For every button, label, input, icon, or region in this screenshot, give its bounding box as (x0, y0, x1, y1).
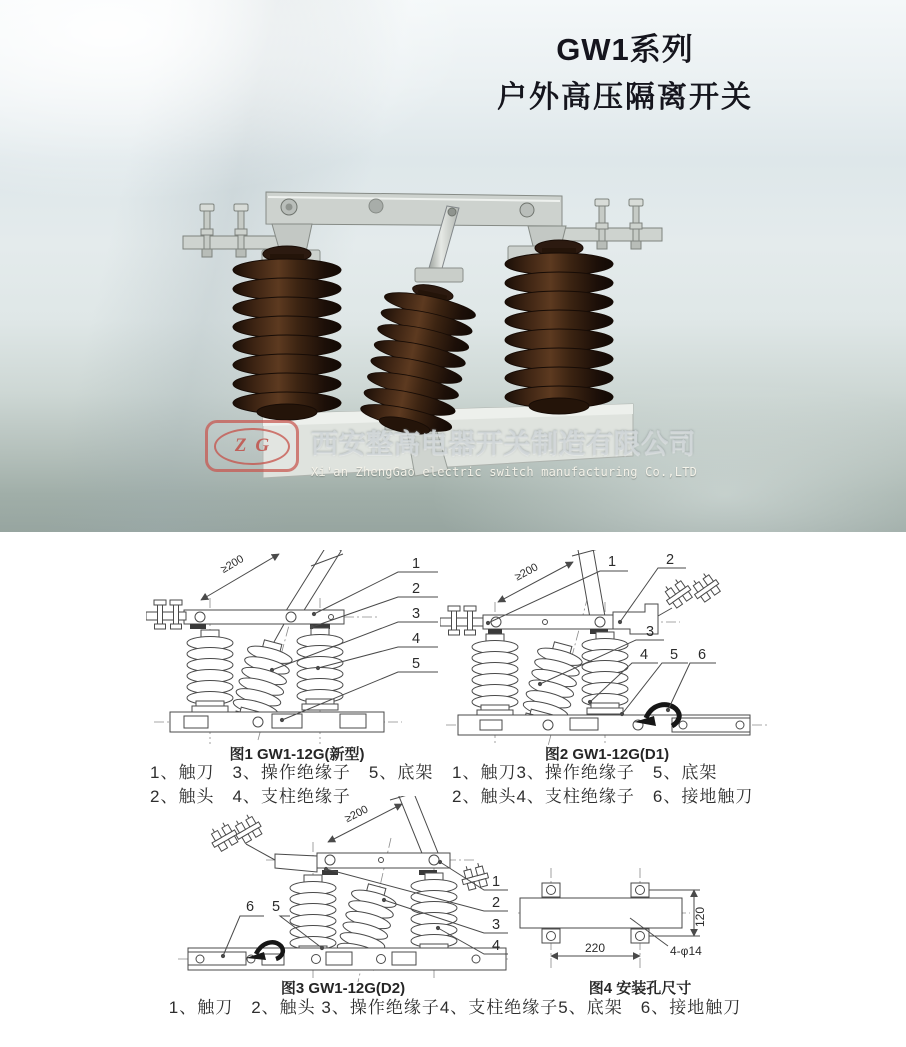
company-name-cn: 西安整高电器开关制造有限公司 (311, 429, 696, 459)
figure2-drawing (440, 550, 774, 752)
fig1-callout-2: 2 (411, 581, 421, 597)
fig2-callout-2: 2 (665, 552, 675, 568)
figure2-legend-line2: 2、触头4、支柱绝缘子 6、接地触刀 (452, 787, 754, 806)
fig1-callout-1: 1 (411, 556, 421, 572)
fig2-callout-1: 1 (607, 554, 617, 570)
figure1-legend-line1: 1、触刀 3、操作绝缘子 5、底架 (150, 763, 434, 782)
logo-ellipse (214, 428, 290, 465)
fig2-linework (440, 550, 750, 735)
fig3-callout-4: 4 (491, 938, 501, 954)
company-logo (205, 420, 299, 472)
fig1-linework (146, 550, 438, 732)
figure3-legend: 1、触刀 2、触头 3、操作绝缘子4、支柱绝缘子5、底架 6、接地触刀 (168, 998, 742, 1017)
figure2-caption: 图2 GW1-12G(D1) (544, 746, 670, 763)
fig1-callout-3: 3 (411, 606, 421, 622)
logo-text: ZG (234, 435, 279, 456)
figure1-drawing (146, 550, 448, 750)
figure1-caption: 图1 GW1-12G(新型) (229, 746, 365, 763)
company-banner (205, 420, 697, 479)
fig2-dim-label: ≥200 (513, 561, 541, 584)
page-title-line2: 户外高压隔离开关 (497, 81, 753, 114)
fig3-callout-2: 2 (491, 895, 501, 911)
figure4-caption: 图4 安装孔尺寸 (588, 980, 692, 997)
fig1-callout-4: 4 (411, 631, 421, 647)
fig2-callout-4: 4 (639, 647, 649, 663)
fig2-callout-6: 6 (697, 647, 707, 663)
figure3-drawing (176, 796, 510, 986)
right-insulator (505, 240, 613, 414)
fig3-callout-6: 6 (245, 899, 255, 915)
company-name-en: Xi'an ZhengGao electric switch manufacturing Co.,LTD (311, 465, 698, 479)
fig1-callout-5: 5 (411, 656, 421, 672)
fig4-hole-label: 4-φ14 (670, 944, 702, 958)
fig3-callout-3: 3 (491, 917, 501, 933)
fig4-dim-width: 220 (584, 941, 606, 955)
figure2-legend-line1: 1、触刀3、操作绝缘子 5、底架 (452, 763, 718, 782)
fig3-callout-5: 5 (271, 899, 281, 915)
fig3-dim-label: ≥200 (343, 803, 371, 826)
fig3-callout-1: 1 (491, 874, 501, 890)
figure3-caption: 图3 GW1-12G(D2) (280, 980, 406, 997)
left-insulator (233, 246, 341, 420)
fig2-callout-3: 3 (645, 624, 655, 640)
figure4-drawing (518, 860, 762, 978)
fig1-dim-label: ≥200 (218, 553, 246, 576)
page-title-line1: GW1系列 (556, 32, 694, 67)
fig2-callout-5: 5 (669, 647, 679, 663)
figure1-legend-line2: 2、触头 4、支柱绝缘子 (150, 787, 351, 806)
fig4-dim-height: 120 (693, 906, 707, 928)
